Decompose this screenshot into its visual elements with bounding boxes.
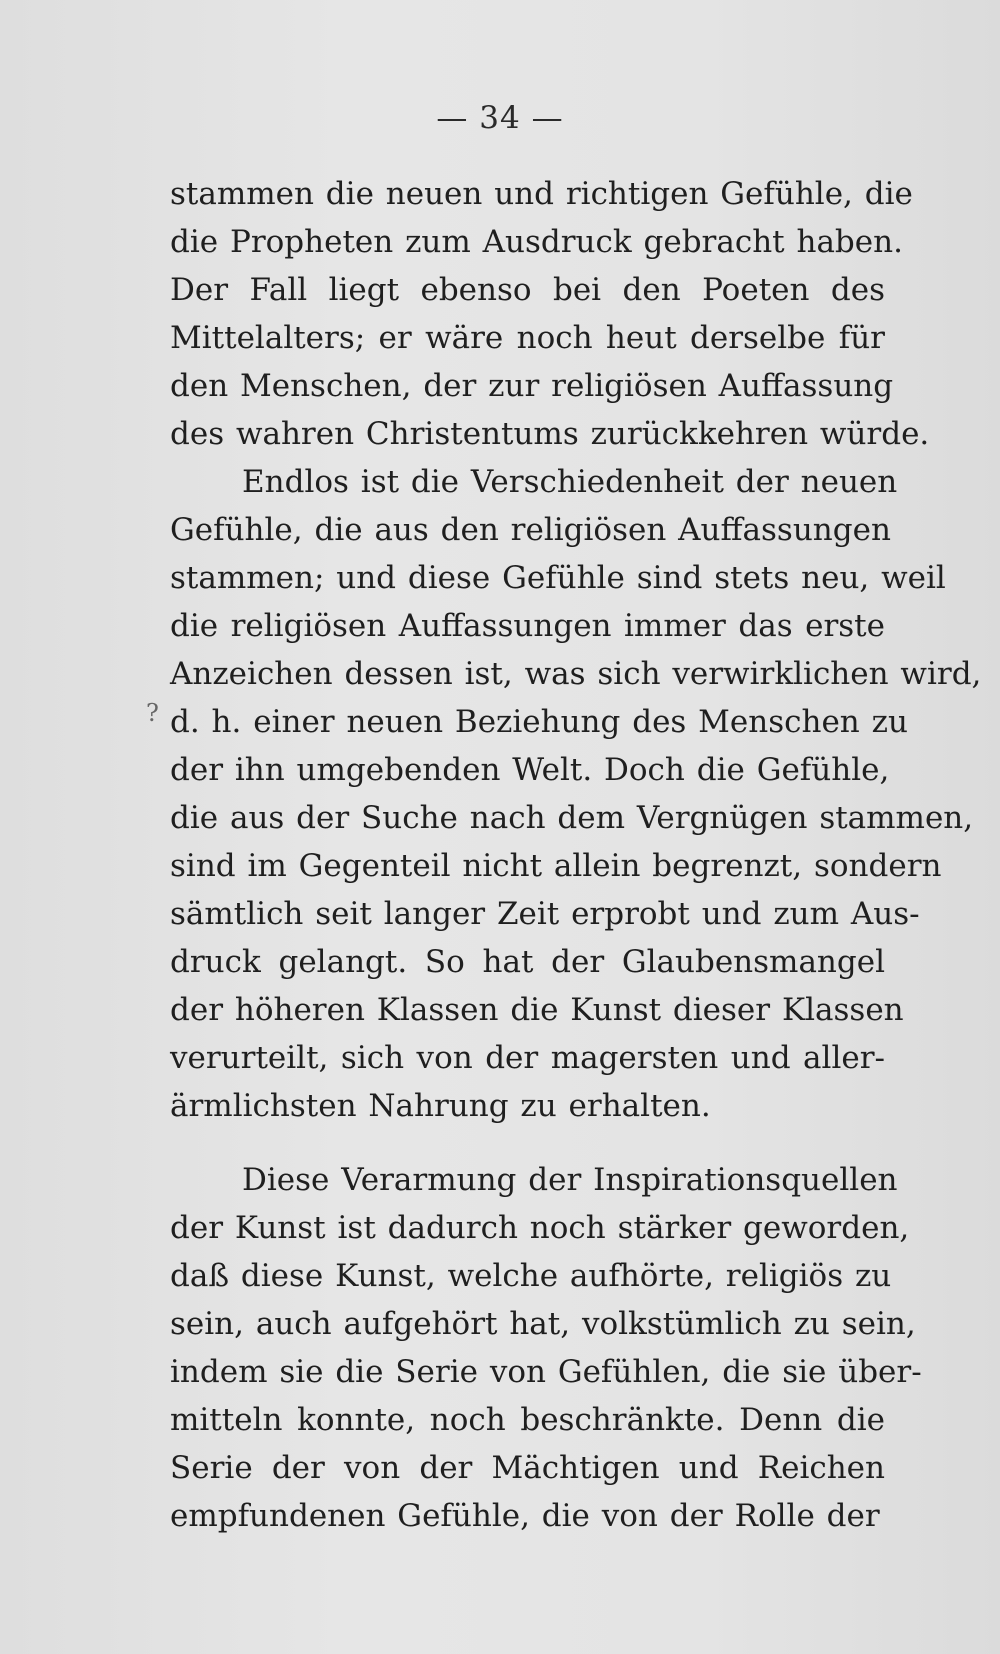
text-line: stammen die neuen und richtigen Gefühle, die [170, 176, 913, 212]
text-line: die Propheten zum Ausdruck gebracht haben. [170, 224, 903, 260]
page-number: — 34 — [436, 100, 564, 136]
text-line: stammen; und diese Gefühle sind stets neu, weil [170, 560, 946, 596]
text-line: Der Fall liegt ebenso bei den Poeten des [170, 272, 885, 308]
text-line: mitteln konnte, noch beschränkte. Denn die [170, 1402, 885, 1438]
text-line: sind im Gegenteil nicht allein begrenzt, sondern [170, 848, 942, 884]
text-line: ärmlichsten Nahrung zu erhalten. [170, 1088, 711, 1124]
text-line: druck gelangt. So hat der Glaubensmangel [170, 944, 885, 980]
text-line: Mittelalters; er wäre noch heut derselbe für [170, 320, 885, 356]
text-line: d. h. einer neuen Beziehung des Menschen zu [170, 704, 908, 740]
paragraph [170, 458, 982, 1130]
paragraph [170, 170, 930, 458]
text-line: daß diese Kunst, welche aufhörte, religiös zu [170, 1258, 892, 1294]
text-line: des wahren Christentums zurückkehren würde. [170, 416, 930, 452]
paragraph [170, 1156, 922, 1540]
text-line: die aus der Suche nach dem Vergnügen stammen, [170, 800, 974, 836]
paragraph-gap [170, 1130, 885, 1156]
text-line: der höheren Klassen die Kunst dieser Klassen [170, 992, 904, 1028]
text-line: sämtlich seit langer Zeit erprobt und zum Aus- [170, 896, 920, 932]
body-text [170, 170, 982, 1540]
text-line: sein, auch aufgehört hat, volkstümlich zu sein, [170, 1306, 916, 1342]
text-line: empfundenen Gefühle, die von der Rolle der [170, 1498, 880, 1534]
text-line: Gefühle, die aus den religiösen Auffassungen [170, 512, 891, 548]
text-line: Diese Verarmung der Inspirationsquellen [242, 1162, 898, 1198]
margin-annotation-mark: ? [146, 699, 159, 727]
text-line: Serie der von der Mächtigen und Reichen [170, 1450, 885, 1486]
text-line: Anzeichen dessen ist, was sich verwirklichen wird, [170, 656, 982, 692]
text-line: der Kunst ist dadurch noch stärker geworden, [170, 1210, 910, 1246]
text-line: Endlos ist die Verschiedenheit der neuen [242, 464, 898, 500]
text-line: indem sie die Serie von Gefühlen, die sie über- [170, 1354, 922, 1390]
text-line: verurteilt, sich von der magersten und aller- [170, 1040, 885, 1076]
text-line: die religiösen Auffassungen immer das erste [170, 608, 885, 644]
text-line: der ihn umgebenden Welt. Doch die Gefühle, [170, 752, 890, 788]
text-line: den Menschen, der zur religiösen Auffassung [170, 368, 894, 404]
